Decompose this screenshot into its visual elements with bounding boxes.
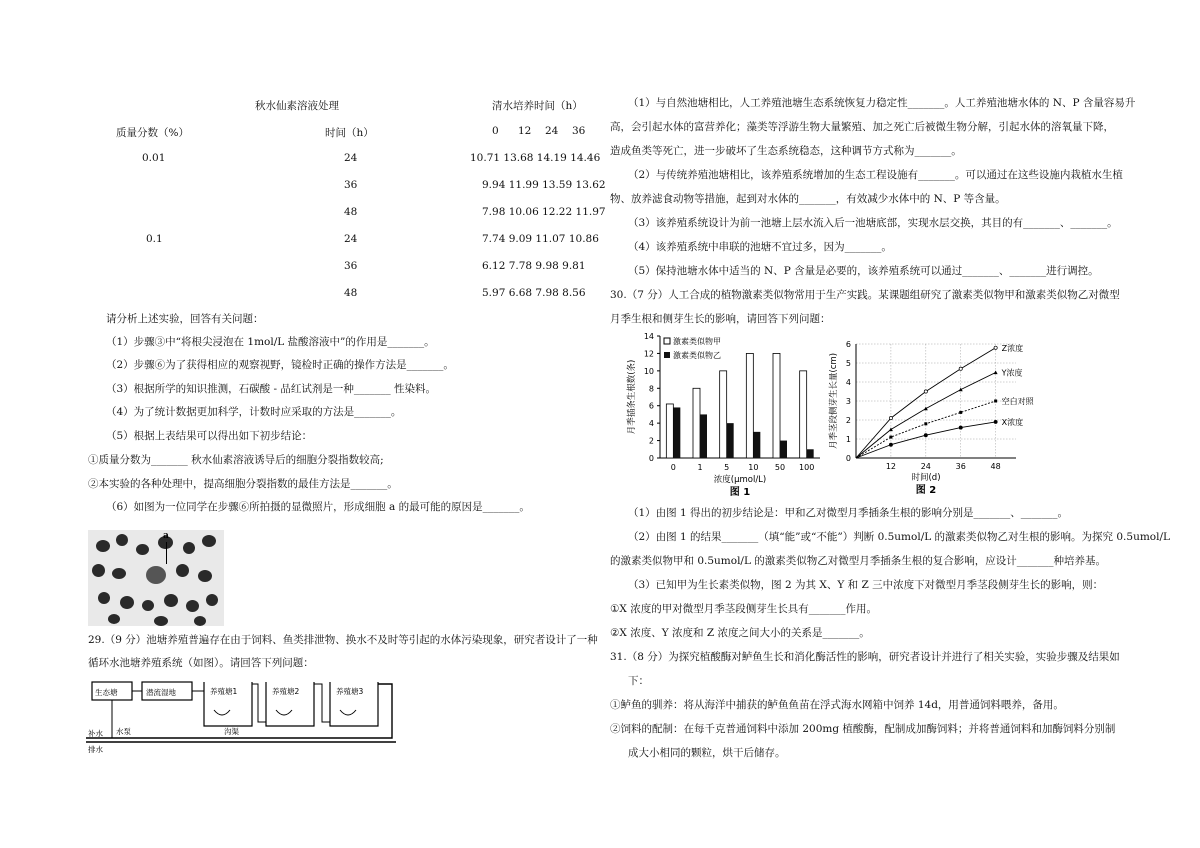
y-tick-label: 5 — [845, 359, 851, 368]
question-line: （2）与传统养殖池塘相比，该养殖系统增加的生态工程设施有_______。可以通过在这些设施内栽植水生植 — [628, 169, 1123, 181]
y-tick-label: 6 — [845, 340, 851, 349]
y-tick-label: 4 — [845, 378, 851, 387]
x-axis-label: 时间(d) — [911, 473, 941, 483]
table-col-mass: 质量分数（%） — [116, 127, 189, 139]
x-tick-label: 100 — [799, 463, 815, 472]
drain-label: 排水 — [88, 745, 103, 754]
y-tick-label: 12 — [643, 349, 654, 359]
question-line: ②X 浓度、Y 浓度和 Z 浓度之间大小的关系是_______。 — [610, 627, 870, 639]
bar-series-1 — [720, 371, 727, 458]
bar-series-2 — [700, 414, 707, 458]
point-z — [994, 346, 997, 349]
cell-a-label: a — [163, 531, 169, 541]
y-tick-label: 1 — [845, 435, 851, 444]
y-tick-label: 2 — [845, 416, 851, 425]
x-tick-label: 0 — [670, 463, 676, 472]
pond-box-ecological: 生态塘 — [95, 688, 118, 697]
question-line: （1）步骤③中“将根尖浸泡在 1mol/L 盐酸溶液中”的作用是_______。 — [106, 336, 435, 348]
table-row-time: 48 — [344, 287, 358, 299]
legend-label-2: 激素类似物乙 — [673, 351, 721, 360]
point-y — [889, 428, 893, 432]
question-line: 的激素类似物甲和 0.5umol/L 的激素类似物乙对微型月季插条生根的复合影响，应设计_______种培养基。 — [610, 555, 1107, 567]
bar-series-1 — [666, 404, 673, 458]
y-tick-label: 6 — [648, 401, 654, 411]
question-line: （2）步骤⑥为了获得相应的观察视野，镜检时正确的操作方法是_______。 — [106, 359, 454, 371]
table-row-time: 24 — [344, 233, 358, 245]
pond-box-culture-1: 养殖塘1 — [210, 687, 238, 696]
micrograph-image — [88, 530, 224, 626]
arrow-icon — [166, 542, 167, 564]
question-line: 30.（7 分）人工合成的植物激素类似物常用于生产实践。某课题组研究了激素类似物甲和激素类似物乙对微型 — [610, 289, 1120, 301]
q29-line: 29.（9 分）池塘养殖普遍存在由于饲料、鱼类排泄物、换水不及时等引起的水体污染现象，研究者设计了一种 — [88, 634, 598, 646]
question-line: 请分析上述实验，回答有关问题： — [106, 313, 264, 325]
series-label-ctrl: 空白对照 — [1001, 397, 1034, 406]
point-ctrl — [924, 422, 927, 425]
point-x — [959, 426, 962, 429]
chart-title: 图 2 — [915, 485, 937, 496]
question-line: （3）已知甲为生长素类似物，图 2 为其 X、Y 和 Z 三中浓度下对微型月季茎段侧芽生长的影响，则： — [628, 579, 1104, 591]
x-tick-label: 24 — [920, 462, 931, 471]
question-line: （4）该养殖系统中串联的池塘不宜过多，因为_______。 — [628, 241, 892, 253]
point-y — [924, 407, 928, 411]
point-ctrl — [889, 436, 892, 439]
y-tick-label: 8 — [648, 384, 654, 394]
table-row-values: 10.71 13.68 14.19 14.46 — [470, 152, 601, 164]
x-tick-label: 10 — [748, 463, 759, 472]
question-line: （5）根据上表结果可以得出如下初步结论： — [106, 430, 313, 442]
point-z — [959, 367, 962, 370]
table-row-mass: 0.01 — [142, 152, 166, 164]
point-x — [889, 443, 892, 446]
table-row-time: 48 — [344, 206, 358, 218]
table-header-culture-time: 清水培养时间（h） — [492, 100, 583, 112]
x-tick-label: 48 — [990, 462, 1001, 471]
table-hour-0: 0 — [492, 125, 499, 137]
q29-line: 循环水池塘养殖系统（如图）。请回答下列问题： — [88, 657, 314, 669]
question-line: （1）与自然池塘相比，人工养殖池塘生态系统恢复力稳定性_______。人工养殖池塘水体的 N、P 含量容易升 — [628, 97, 1136, 109]
chart-title: 图 1 — [729, 487, 751, 498]
x-tick-label: 36 — [955, 462, 966, 471]
question-line: 下： — [628, 675, 649, 687]
table-hour-36: 36 — [572, 125, 586, 137]
add-water-label: 补水 — [88, 729, 103, 738]
question-line: （3）该养殖系统设计为前一池塘上层水流入后一池塘底部，实现水层交换，其目的有_______、_______。 — [628, 217, 1118, 229]
bar-series-1 — [800, 371, 807, 458]
bar-series-1 — [773, 353, 780, 458]
table-row-time: 36 — [344, 260, 358, 272]
pond-box-wetland: 潜流湿地 — [146, 688, 176, 697]
legend-swatch-1 — [664, 338, 670, 344]
table-row-mass: 0.1 — [146, 233, 163, 245]
y-axis-label: 月季插条生根数(条) — [627, 359, 637, 435]
y-tick-label: 14 — [643, 332, 654, 341]
table-hour-24: 24 — [545, 125, 559, 137]
point-y — [994, 371, 998, 375]
question-line: （5）保持池塘水体中适当的 N、P 含量是必要的，该养殖系统可以通过_______、_______进行调控。 — [628, 265, 1099, 277]
point-x — [994, 420, 997, 423]
x-tick-label: 12 — [885, 462, 897, 471]
question-line: （3）根据所学的知识推测，石碳酸 - 品红试剂是一种_______ 性染料。 — [106, 383, 436, 395]
bar-series-1 — [746, 353, 753, 458]
legend-label-1: 激素类似物甲 — [673, 337, 721, 346]
question-line: （1）由图 1 得出的初步结论是：甲和乙对微型月季插条生根的影响分别是_______、_______。 — [628, 507, 1069, 519]
chart-figure-1 — [620, 328, 830, 500]
question-line: （2）由图 1 的结果_______（填“能”或“不能”）判断 0.5umol/L 的激素类似物乙对生根的影响。为探究 0.5umol/L — [628, 531, 1170, 543]
question-line: 物、放养滤食动物等措施，起到对水体的_______，有效减少水体中的 N、P 等含量。 — [610, 193, 1006, 205]
table-row-time: 24 — [344, 152, 358, 164]
table-row-time: 36 — [344, 179, 358, 191]
question-line: 月季生根和侧芽生长的影响，请回答下列问题： — [610, 313, 831, 325]
table-col-time: 时间（h） — [325, 127, 374, 139]
point-ctrl — [994, 400, 997, 403]
table-hour-12: 12 — [518, 125, 532, 137]
bar-series-1 — [693, 388, 700, 458]
question-line: 造成鱼类等死亡，进一步破坏了生态系统稳态，这种调节方式称为_______。 — [610, 145, 962, 157]
pond-box-culture-2: 养殖塘2 — [272, 687, 300, 696]
table-header-treatment: 秋水仙素溶液处理 — [255, 100, 339, 112]
y-tick-label: 3 — [845, 397, 851, 406]
y-tick-label: 0 — [648, 454, 654, 463]
question-line: 31.（8 分）为探究植酸酶对鲈鱼生长和消化酶活性的影响，研究者设计并进行了相关实验，实验步骤及结果如 — [610, 651, 1120, 663]
y-tick-label: 2 — [648, 436, 654, 446]
x-axis-label: 浓度(μmol/L) — [713, 475, 767, 485]
pond-box-culture-3: 养殖塘3 — [336, 687, 364, 696]
table-row-values: 5.97 6.68 7.98 8.56 — [482, 287, 586, 299]
y-axis-label: 月季茎段侧芽生长量(cm) — [829, 352, 839, 450]
question-line: 成大小相同的颗粒，烘干后储存。 — [628, 747, 786, 759]
table-row-values: 7.98 10.06 12.22 11.97 — [482, 206, 606, 218]
question-line: ①鲈鱼的驯养：将从海洋中捕获的鲈鱼鱼苗在浮式海水网箱中饲养 14d，用普通饲料喂养，备用。 — [610, 699, 1064, 711]
point-x — [924, 434, 927, 437]
table-row-values: 7.74 9.09 11.07 10.86 — [482, 233, 599, 245]
chart-figure-2 — [826, 336, 1034, 500]
x-tick-label: 1 — [697, 463, 703, 472]
y-tick-label: 10 — [643, 366, 654, 376]
question-line: ①质量分数为_______ 秋水仙素溶液诱导后的细胞分裂指数较高; — [88, 454, 384, 466]
series-label-x: X浓度 — [1001, 417, 1024, 427]
bar-series-2 — [673, 407, 680, 458]
bar-series-2 — [753, 432, 760, 458]
point-z — [924, 390, 927, 393]
bar-series-2 — [780, 441, 787, 458]
question-line: 高，会引起水体的富营养化；藻类等浮游生物大量繁殖、加之死亡后被微生物分解，引起水体的溶氧量下降， — [610, 121, 1114, 133]
x-tick-label: 5 — [724, 463, 730, 472]
pump-label: 水泵 — [116, 727, 131, 736]
bar-series-2 — [807, 449, 814, 458]
x-tick-label: 50 — [774, 463, 786, 472]
series-label-y: Y浓度 — [1001, 368, 1023, 378]
bar-series-2 — [727, 423, 734, 458]
question-line: ②饲料的配制：在每千克普通饲料中添加 200mg 植酸酶，配制成加酶饲料；并将普通饲料和加酶饲料分别制 — [610, 723, 1116, 735]
question-line: （4）为了统计数据更加科学，计数时应采取的方法是_______。 — [106, 406, 402, 418]
series-label-z: Z浓度 — [1001, 343, 1024, 353]
question-line: ①X 浓度的甲对微型月季茎段侧芽生长具有_______作用。 — [610, 603, 877, 615]
question-line: ②本实验的各种处理中，提高细胞分裂指数的最佳方法是_______。 — [88, 478, 398, 490]
ditch-label: 沟渠 — [224, 727, 239, 736]
y-tick-label: 0 — [845, 454, 851, 463]
table-row-values: 9.94 11.99 13.59 13.62 — [482, 179, 606, 191]
question-line: （6）如图为一位同学在步骤⑥所拍摄的显微照片，形成细胞 a 的最可能的原因是_______。 — [106, 501, 530, 513]
table-row-values: 6.12 7.78 9.98 9.81 — [482, 260, 586, 272]
point-ctrl — [959, 411, 962, 414]
legend-swatch-2 — [664, 352, 670, 358]
point-z — [889, 417, 892, 420]
pond-system-diagram — [86, 672, 406, 760]
y-tick-label: 4 — [648, 419, 654, 429]
